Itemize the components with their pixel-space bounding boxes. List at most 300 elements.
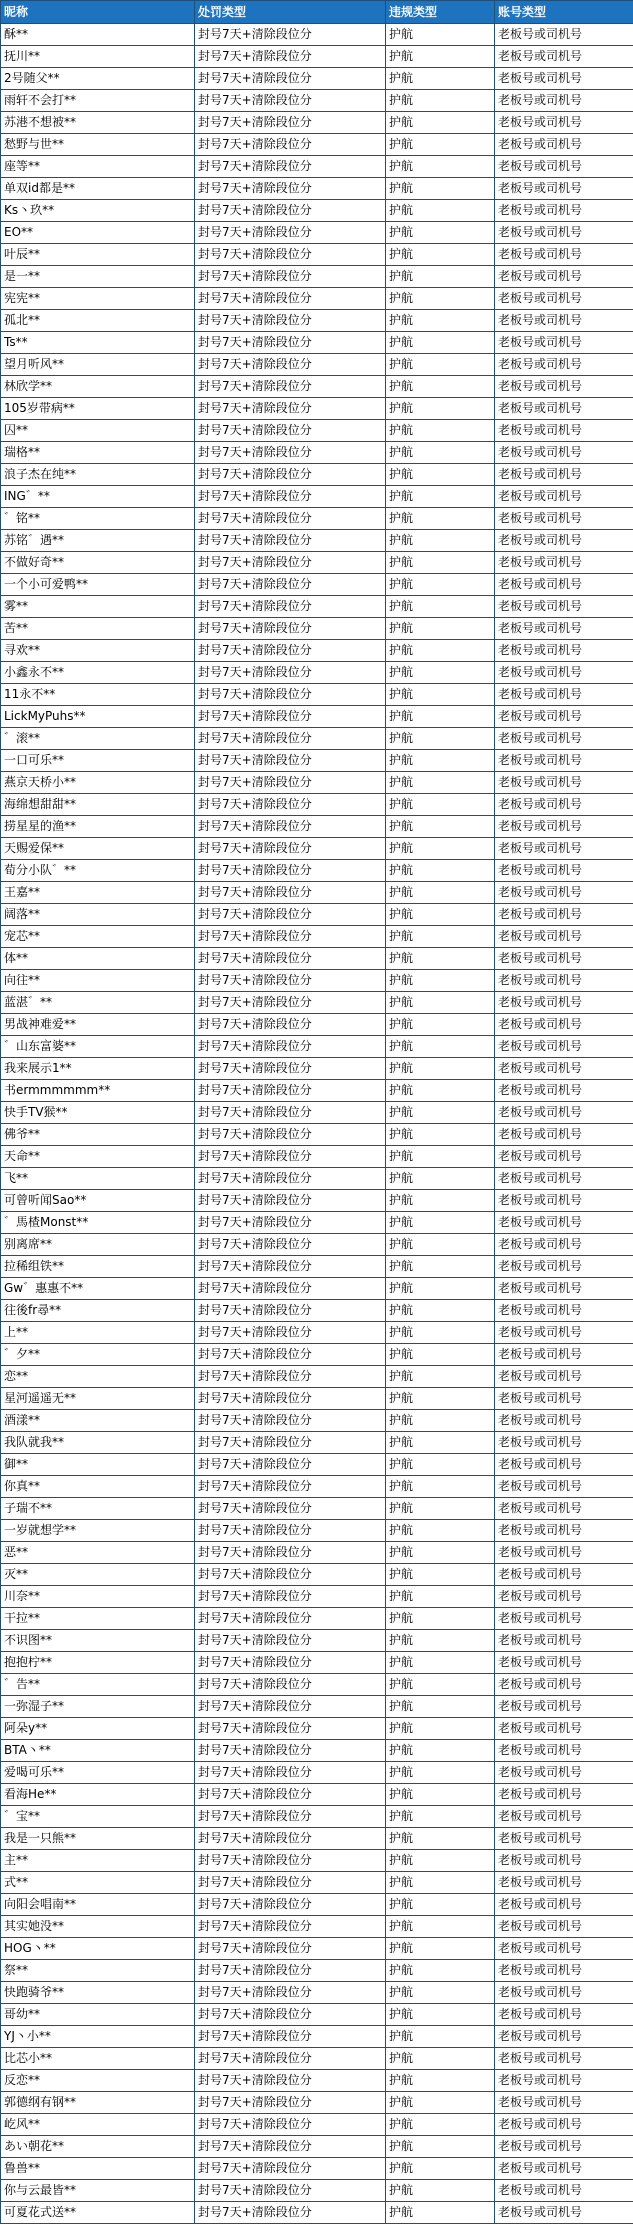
table-row — [1, 838, 633, 860]
table-row — [1, 1168, 633, 1190]
table-row — [1, 1278, 633, 1300]
cell-nickname: 不做好奇** — [1, 552, 195, 574]
header-nickname: 昵称 — [1, 1, 195, 24]
cell-violation-type: 护航 — [386, 222, 495, 244]
cell-penalty-type: 封号7天+清除段位分 — [195, 1014, 386, 1036]
cell-penalty-type: 封号7天+清除段位分 — [195, 1366, 386, 1388]
cell-violation-type: 护航 — [386, 464, 495, 486]
cell-violation-type: 护航 — [386, 1234, 495, 1256]
table-row — [1, 1564, 633, 1586]
table-row — [1, 1894, 633, 1916]
cell-account-type: 老板号或司机号 — [495, 398, 633, 420]
table-row — [1, 1586, 633, 1608]
cell-penalty-type: 封号7天+清除段位分 — [195, 860, 386, 882]
cell-penalty-type: 封号7天+清除段位分 — [195, 68, 386, 90]
table-row — [1, 2092, 633, 2114]
cell-account-type: 老板号或司机号 — [495, 1564, 633, 1586]
cell-nickname: 蓝湛゛** — [1, 992, 195, 1014]
cell-violation-type: 护航 — [386, 332, 495, 354]
cell-nickname: EO** — [1, 222, 195, 244]
cell-account-type: 老板号或司机号 — [495, 2004, 633, 2026]
cell-account-type: 老板号或司机号 — [495, 46, 633, 68]
table-row — [1, 310, 633, 332]
cell-nickname: 灭** — [1, 1564, 195, 1586]
table-row — [1, 1828, 633, 1850]
table-row — [1, 46, 633, 68]
cell-account-type: 老板号或司机号 — [495, 728, 633, 750]
cell-violation-type: 护航 — [386, 112, 495, 134]
cell-penalty-type: 封号7天+清除段位分 — [195, 772, 386, 794]
cell-violation-type: 护航 — [386, 376, 495, 398]
table-row — [1, 1256, 633, 1278]
cell-violation-type: 护航 — [386, 24, 495, 46]
cell-penalty-type: 封号7天+清除段位分 — [195, 794, 386, 816]
table-row — [1, 112, 633, 134]
cell-account-type: 老板号或司机号 — [495, 1938, 633, 1960]
cell-account-type: 老板号或司机号 — [495, 1080, 633, 1102]
cell-violation-type: 护航 — [386, 1586, 495, 1608]
table-row — [1, 1080, 633, 1102]
cell-nickname: Ks丶玖** — [1, 200, 195, 222]
table-row — [1, 1762, 633, 1784]
cell-penalty-type: 封号7天+清除段位分 — [195, 2202, 386, 2224]
cell-penalty-type: 封号7天+清除段位分 — [195, 1784, 386, 1806]
table-header — [1, 1, 633, 24]
table-row — [1, 1674, 633, 1696]
cell-account-type: 老板号或司机号 — [495, 464, 633, 486]
cell-violation-type: 护航 — [386, 1102, 495, 1124]
cell-violation-type: 护航 — [386, 1652, 495, 1674]
cell-penalty-type: 封号7天+清除段位分 — [195, 464, 386, 486]
cell-penalty-type: 封号7天+清除段位分 — [195, 552, 386, 574]
cell-account-type: 老板号或司机号 — [495, 376, 633, 398]
table-row — [1, 662, 633, 684]
cell-nickname: 体** — [1, 948, 195, 970]
cell-account-type: 老板号或司机号 — [495, 1476, 633, 1498]
cell-penalty-type: 封号7天+清除段位分 — [195, 508, 386, 530]
table-row — [1, 772, 633, 794]
cell-account-type: 老板号或司机号 — [495, 2048, 633, 2070]
table-row — [1, 684, 633, 706]
cell-penalty-type: 封号7天+清除段位分 — [195, 1388, 386, 1410]
cell-violation-type: 护航 — [386, 992, 495, 1014]
cell-nickname: ゛山东富婆** — [1, 1036, 195, 1058]
cell-penalty-type: 封号7天+清除段位分 — [195, 2048, 386, 2070]
table-row — [1, 618, 633, 640]
cell-nickname: 小鑫永不** — [1, 662, 195, 684]
table-row — [1, 860, 633, 882]
cell-violation-type: 护航 — [386, 68, 495, 90]
cell-penalty-type: 封号7天+清除段位分 — [195, 1960, 386, 1982]
cell-nickname: あい朝花** — [1, 2136, 195, 2158]
cell-violation-type: 护航 — [386, 684, 495, 706]
cell-penalty-type: 封号7天+清除段位分 — [195, 1256, 386, 1278]
cell-penalty-type: 封号7天+清除段位分 — [195, 134, 386, 156]
cell-account-type: 老板号或司机号 — [495, 750, 633, 772]
cell-violation-type: 护航 — [386, 2048, 495, 2070]
cell-penalty-type: 封号7天+清除段位分 — [195, 398, 386, 420]
cell-nickname: 天赐爱保** — [1, 838, 195, 860]
cell-account-type: 老板号或司机号 — [495, 1498, 633, 1520]
cell-account-type: 老板号或司机号 — [495, 288, 633, 310]
cell-violation-type: 护航 — [386, 420, 495, 442]
cell-account-type: 老板号或司机号 — [495, 970, 633, 992]
table-row — [1, 464, 633, 486]
cell-penalty-type: 封号7天+清除段位分 — [195, 1058, 386, 1080]
cell-violation-type: 护航 — [386, 442, 495, 464]
table-row — [1, 1190, 633, 1212]
cell-nickname: 飞** — [1, 1168, 195, 1190]
cell-nickname: 座等** — [1, 156, 195, 178]
cell-account-type: 老板号或司机号 — [495, 1058, 633, 1080]
cell-violation-type: 护航 — [386, 354, 495, 376]
cell-violation-type: 护航 — [386, 1300, 495, 1322]
cell-account-type: 老板号或司机号 — [495, 1652, 633, 1674]
cell-account-type: 老板号或司机号 — [495, 310, 633, 332]
cell-penalty-type: 封号7天+清除段位分 — [195, 1718, 386, 1740]
cell-penalty-type: 封号7天+清除段位分 — [195, 200, 386, 222]
cell-violation-type: 护航 — [386, 1168, 495, 1190]
table-row — [1, 1234, 633, 1256]
table-row — [1, 1916, 633, 1938]
cell-penalty-type: 封号7天+清除段位分 — [195, 2114, 386, 2136]
table-row — [1, 178, 633, 200]
cell-account-type: 老板号或司机号 — [495, 354, 633, 376]
cell-violation-type: 护航 — [386, 640, 495, 662]
cell-nickname: 抱抱柠** — [1, 1652, 195, 1674]
cell-violation-type: 护航 — [386, 1982, 495, 2004]
cell-account-type: 老板号或司机号 — [495, 882, 633, 904]
table-row — [1, 926, 633, 948]
cell-penalty-type: 封号7天+清除段位分 — [195, 1762, 386, 1784]
cell-violation-type: 护航 — [386, 1674, 495, 1696]
cell-account-type: 老板号或司机号 — [495, 112, 633, 134]
cell-nickname: 燕京天桥小** — [1, 772, 195, 794]
cell-nickname: 子瑞不** — [1, 1498, 195, 1520]
table-row — [1, 266, 633, 288]
cell-account-type: 老板号或司机号 — [495, 2070, 633, 2092]
table-row — [1, 2180, 633, 2202]
cell-violation-type: 护航 — [386, 1256, 495, 1278]
cell-account-type: 老板号或司机号 — [495, 948, 633, 970]
cell-nickname: ゛宝** — [1, 1806, 195, 1828]
cell-account-type: 老板号或司机号 — [495, 1542, 633, 1564]
cell-penalty-type: 封号7天+清除段位分 — [195, 596, 386, 618]
cell-account-type: 老板号或司机号 — [495, 1762, 633, 1784]
cell-penalty-type: 封号7天+清除段位分 — [195, 750, 386, 772]
table-row — [1, 1432, 633, 1454]
cell-nickname: 我来展示1** — [1, 1058, 195, 1080]
cell-nickname: 一口可乐** — [1, 750, 195, 772]
cell-penalty-type: 封号7天+清除段位分 — [195, 728, 386, 750]
table-row — [1, 376, 633, 398]
cell-violation-type: 护航 — [386, 1146, 495, 1168]
cell-account-type: 老板号或司机号 — [495, 662, 633, 684]
cell-violation-type: 护航 — [386, 1740, 495, 1762]
cell-nickname: 向阳会唱南** — [1, 1894, 195, 1916]
table-row — [1, 2070, 633, 2092]
cell-account-type: 老板号或司机号 — [495, 1608, 633, 1630]
cell-penalty-type: 封号7天+清除段位分 — [195, 904, 386, 926]
table-row — [1, 2114, 633, 2136]
table-row — [1, 2048, 633, 2070]
cell-nickname: 郭德纲有钢** — [1, 2092, 195, 2114]
cell-account-type: 老板号或司机号 — [495, 244, 633, 266]
cell-nickname: ゛铭** — [1, 508, 195, 530]
cell-account-type: 老板号或司机号 — [495, 1344, 633, 1366]
table-row — [1, 2136, 633, 2158]
cell-violation-type: 护航 — [386, 288, 495, 310]
cell-account-type: 老板号或司机号 — [495, 442, 633, 464]
cell-violation-type: 护航 — [386, 486, 495, 508]
cell-penalty-type: 封号7天+清除段位分 — [195, 310, 386, 332]
cell-nickname: 囚** — [1, 420, 195, 442]
table-row — [1, 794, 633, 816]
cell-account-type: 老板号或司机号 — [495, 1124, 633, 1146]
cell-penalty-type: 封号7天+清除段位分 — [195, 354, 386, 376]
cell-violation-type: 护航 — [386, 2136, 495, 2158]
table-row — [1, 904, 633, 926]
cell-penalty-type: 封号7天+清除段位分 — [195, 24, 386, 46]
cell-violation-type: 护航 — [386, 574, 495, 596]
cell-penalty-type: 封号7天+清除段位分 — [195, 1146, 386, 1168]
cell-account-type: 老板号或司机号 — [495, 1718, 633, 1740]
table-row — [1, 706, 633, 728]
cell-violation-type: 护航 — [386, 1608, 495, 1630]
cell-penalty-type: 封号7天+清除段位分 — [195, 2026, 386, 2048]
table-row — [1, 1740, 633, 1762]
cell-penalty-type: 封号7天+清除段位分 — [195, 486, 386, 508]
cell-nickname: 单双id都是** — [1, 178, 195, 200]
cell-nickname: 其实她没** — [1, 1916, 195, 1938]
cell-penalty-type: 封号7天+清除段位分 — [195, 684, 386, 706]
cell-account-type: 老板号或司机号 — [495, 1146, 633, 1168]
cell-nickname: 男战神难爱** — [1, 1014, 195, 1036]
header-row — [1, 1, 633, 24]
cell-nickname: 拉稀组铁** — [1, 1256, 195, 1278]
table-row — [1, 1300, 633, 1322]
cell-violation-type: 护航 — [386, 134, 495, 156]
cell-account-type: 老板号或司机号 — [495, 178, 633, 200]
cell-nickname: 王嘉** — [1, 882, 195, 904]
table-row — [1, 1520, 633, 1542]
table-row — [1, 1806, 633, 1828]
cell-nickname: 海绵想甜甜** — [1, 794, 195, 816]
cell-nickname: Ts** — [1, 332, 195, 354]
cell-nickname: 哥幼** — [1, 2004, 195, 2026]
cell-penalty-type: 封号7天+清除段位分 — [195, 970, 386, 992]
cell-penalty-type: 封号7天+清除段位分 — [195, 2004, 386, 2026]
cell-account-type: 老板号或司机号 — [495, 992, 633, 1014]
table-row — [1, 640, 633, 662]
cell-account-type: 老板号或司机号 — [495, 1740, 633, 1762]
table-row — [1, 1124, 633, 1146]
cell-nickname: 可曾听闻Sao** — [1, 1190, 195, 1212]
table-row — [1, 200, 633, 222]
cell-account-type: 老板号或司机号 — [495, 552, 633, 574]
cell-violation-type: 护航 — [386, 1542, 495, 1564]
cell-violation-type: 护航 — [386, 1432, 495, 1454]
cell-violation-type: 护航 — [386, 618, 495, 640]
table-row — [1, 2026, 633, 2048]
cell-account-type: 老板号或司机号 — [495, 1520, 633, 1542]
cell-account-type: 老板号或司机号 — [495, 904, 633, 926]
cell-penalty-type: 封号7天+清除段位分 — [195, 332, 386, 354]
cell-account-type: 老板号或司机号 — [495, 1234, 633, 1256]
cell-penalty-type: 封号7天+清除段位分 — [195, 1344, 386, 1366]
cell-account-type: 老板号或司机号 — [495, 596, 633, 618]
table-row — [1, 1058, 633, 1080]
table-row — [1, 1850, 633, 1872]
cell-violation-type: 护航 — [386, 772, 495, 794]
cell-penalty-type: 封号7天+清除段位分 — [195, 2158, 386, 2180]
cell-nickname: 天命** — [1, 1146, 195, 1168]
cell-account-type: 老板号或司机号 — [495, 1696, 633, 1718]
cell-account-type: 老板号或司机号 — [495, 508, 633, 530]
cell-violation-type: 护航 — [386, 266, 495, 288]
cell-account-type: 老板号或司机号 — [495, 684, 633, 706]
cell-penalty-type: 封号7天+清除段位分 — [195, 1696, 386, 1718]
cell-penalty-type: 封号7天+清除段位分 — [195, 640, 386, 662]
cell-violation-type: 护航 — [386, 46, 495, 68]
table-row — [1, 508, 633, 530]
cell-account-type: 老板号或司机号 — [495, 1674, 633, 1696]
cell-account-type: 老板号或司机号 — [495, 1828, 633, 1850]
cell-nickname: 雨轩不会打** — [1, 90, 195, 112]
cell-account-type: 老板号或司机号 — [495, 2202, 633, 2224]
cell-penalty-type: 封号7天+清除段位分 — [195, 1630, 386, 1652]
cell-violation-type: 护航 — [386, 1476, 495, 1498]
cell-nickname: 反恋** — [1, 2070, 195, 2092]
cell-violation-type: 护航 — [386, 2114, 495, 2136]
cell-violation-type: 护航 — [386, 1630, 495, 1652]
cell-violation-type: 护航 — [386, 1850, 495, 1872]
cell-violation-type: 护航 — [386, 90, 495, 112]
cell-nickname: 孤北** — [1, 310, 195, 332]
cell-nickname: 抚川** — [1, 46, 195, 68]
cell-nickname: 佛爷** — [1, 1124, 195, 1146]
cell-penalty-type: 封号7天+清除段位分 — [195, 1872, 386, 1894]
cell-violation-type: 护航 — [386, 794, 495, 816]
cell-account-type: 老板号或司机号 — [495, 332, 633, 354]
cell-penalty-type: 封号7天+清除段位分 — [195, 1982, 386, 2004]
cell-nickname: 望月听风** — [1, 354, 195, 376]
cell-nickname: 川奈** — [1, 1586, 195, 1608]
cell-nickname: LickMyPuhs** — [1, 706, 195, 728]
cell-nickname: 叶辰** — [1, 244, 195, 266]
cell-violation-type: 护航 — [386, 904, 495, 926]
table-row — [1, 596, 633, 618]
cell-account-type: 老板号或司机号 — [495, 134, 633, 156]
cell-nickname: HOG丶** — [1, 1938, 195, 1960]
cell-penalty-type: 封号7天+清除段位分 — [195, 1190, 386, 1212]
cell-account-type: 老板号或司机号 — [495, 816, 633, 838]
cell-nickname: 苏港不想被** — [1, 112, 195, 134]
cell-account-type: 老板号或司机号 — [495, 90, 633, 112]
cell-violation-type: 护航 — [386, 1762, 495, 1784]
table-row — [1, 530, 633, 552]
cell-penalty-type: 封号7天+清除段位分 — [195, 156, 386, 178]
cell-penalty-type: 封号7天+清除段位分 — [195, 1300, 386, 1322]
cell-penalty-type: 封号7天+清除段位分 — [195, 1938, 386, 1960]
table-row — [1, 288, 633, 310]
cell-penalty-type: 封号7天+清除段位分 — [195, 1432, 386, 1454]
cell-violation-type: 护航 — [386, 1344, 495, 1366]
cell-account-type: 老板号或司机号 — [495, 1322, 633, 1344]
cell-violation-type: 护航 — [386, 156, 495, 178]
cell-penalty-type: 封号7天+清除段位分 — [195, 882, 386, 904]
cell-penalty-type: 封号7天+清除段位分 — [195, 1124, 386, 1146]
cell-violation-type: 护航 — [386, 1696, 495, 1718]
cell-violation-type: 护航 — [386, 398, 495, 420]
cell-account-type: 老板号或司机号 — [495, 1014, 633, 1036]
table-row — [1, 1344, 633, 1366]
table-row — [1, 1542, 633, 1564]
cell-nickname: 屹风** — [1, 2114, 195, 2136]
cell-violation-type: 护航 — [386, 1322, 495, 1344]
cell-nickname: 雾** — [1, 596, 195, 618]
cell-nickname: 向往** — [1, 970, 195, 992]
cell-penalty-type: 封号7天+清除段位分 — [195, 1498, 386, 1520]
cell-account-type: 老板号或司机号 — [495, 1388, 633, 1410]
cell-nickname: 爱喝可乐** — [1, 1762, 195, 1784]
cell-violation-type: 护航 — [386, 1080, 495, 1102]
table-row — [1, 1212, 633, 1234]
cell-account-type: 老板号或司机号 — [495, 1960, 633, 1982]
cell-nickname: 上** — [1, 1322, 195, 1344]
table-body — [1, 24, 633, 2224]
cell-nickname: 瑞格** — [1, 442, 195, 464]
cell-penalty-type: 封号7天+清除段位分 — [195, 706, 386, 728]
cell-violation-type: 护航 — [386, 2070, 495, 2092]
cell-penalty-type: 封号7天+清除段位分 — [195, 1080, 386, 1102]
cell-penalty-type: 封号7天+清除段位分 — [195, 1234, 386, 1256]
cell-nickname: 御** — [1, 1454, 195, 1476]
cell-nickname: 阔落** — [1, 904, 195, 926]
cell-account-type: 老板号或司机号 — [495, 2180, 633, 2202]
cell-penalty-type: 封号7天+清除段位分 — [195, 926, 386, 948]
table-row — [1, 442, 633, 464]
cell-nickname: 一弥湿子** — [1, 1696, 195, 1718]
cell-penalty-type: 封号7天+清除段位分 — [195, 1608, 386, 1630]
cell-nickname: 我是一只熊** — [1, 1828, 195, 1850]
table-row — [1, 398, 633, 420]
cell-penalty-type: 封号7天+清除段位分 — [195, 1652, 386, 1674]
cell-nickname: ING゛** — [1, 486, 195, 508]
cell-penalty-type: 封号7天+清除段位分 — [195, 1520, 386, 1542]
table-row — [1, 882, 633, 904]
cell-account-type: 老板号或司机号 — [495, 618, 633, 640]
cell-violation-type: 护航 — [386, 1498, 495, 1520]
cell-violation-type: 护航 — [386, 750, 495, 772]
cell-account-type: 老板号或司机号 — [495, 200, 633, 222]
cell-violation-type: 护航 — [386, 926, 495, 948]
cell-violation-type: 护航 — [386, 1454, 495, 1476]
cell-nickname: 宠芯** — [1, 926, 195, 948]
cell-nickname: 别离席** — [1, 1234, 195, 1256]
cell-account-type: 老板号或司机号 — [495, 640, 633, 662]
cell-account-type: 老板号或司机号 — [495, 838, 633, 860]
cell-nickname: 愁野与世** — [1, 134, 195, 156]
table-row — [1, 2004, 633, 2026]
cell-penalty-type: 封号7天+清除段位分 — [195, 1410, 386, 1432]
cell-nickname: 快手TV猴** — [1, 1102, 195, 1124]
cell-penalty-type: 封号7天+清除段位分 — [195, 948, 386, 970]
table-row — [1, 1498, 633, 1520]
cell-penalty-type: 封号7天+清除段位分 — [195, 2092, 386, 2114]
cell-nickname: 你与云最皆** — [1, 2180, 195, 2202]
cell-violation-type: 护航 — [386, 1564, 495, 1586]
